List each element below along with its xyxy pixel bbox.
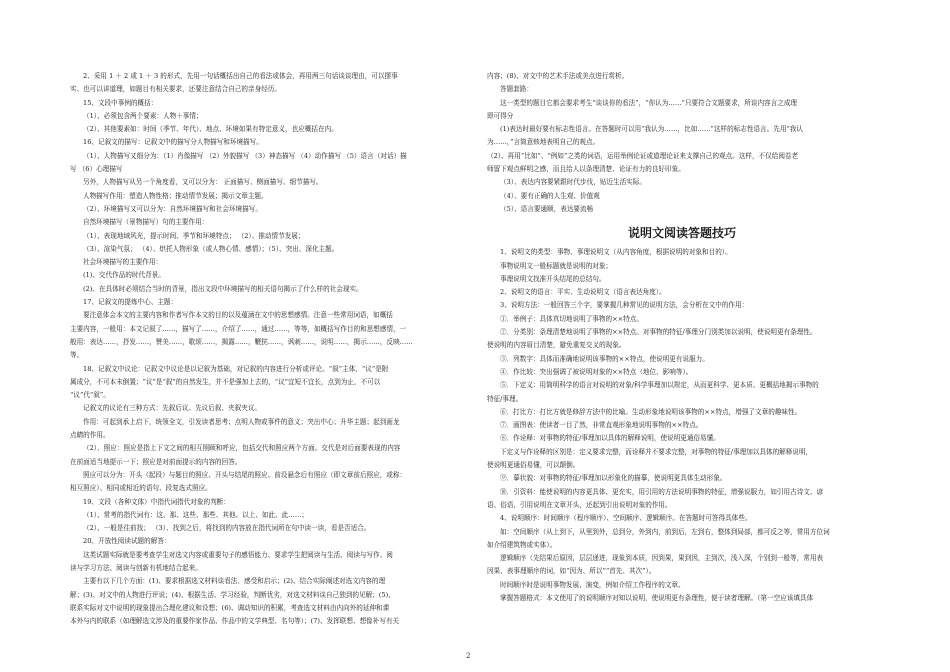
- text-line: 答题套路：: [500, 85, 533, 94]
- text-line: 自然环境描写（景物描写）句的主要作用：: [83, 218, 209, 227]
- text-line: 点睛的作用。: [70, 431, 110, 440]
- text-line: 属成分，不可本末倒置；“议”是“叙”的自然发生，并不是强加上去的，“议”宜短不宜长，点到为止，不可以: [70, 377, 381, 386]
- text-line: 2、说明文的语言：平实、生动说明文（语言表达角度）。: [500, 288, 666, 297]
- left-column: [70, 70, 456, 628]
- text-line: （3）、表达内容要紧跟时代步伐，贴近生活实际。: [500, 178, 646, 187]
- text-line: ⑨．摹状貌：对事物的特征/事理加以形象化的描摹，使说明更具体生动形象。: [500, 474, 727, 483]
- text-line: 为……，”言简意赅地表明自己的观点。: [487, 138, 600, 147]
- text-line: (2)、在具体时必须结合当时的背景，指出文段中环境描写的相关语句揭示了什么样的社会现实。: [83, 284, 363, 293]
- text-line: 3、说明方法：一般回答三个字，要掌握几种常见的说明方法，会分析在文中的作用：: [500, 301, 749, 310]
- text-line: ⑤．下定义：用简明科学的语言对说明的对象/科学事理加以规定，从而更科学、更本质、更概括地揭示事物的: [500, 381, 819, 390]
- text-line: 如：空间顺序（从上到下，从里到外，总到分，外到内，前到后，左到右，整体到局部，都可反之等，常用方位词: [500, 527, 830, 536]
- text-line: 18、记叙文中议论：记叙文中议论是以记叙为基础，对记叙的内容进行分析或评论。“叙”主体，“议”是附: [83, 364, 389, 373]
- text-line: 特征/事理。: [487, 394, 523, 403]
- text-line: 语、俗语，引用说明在文章开头，还起到引出说明对象的作用。: [487, 500, 672, 509]
- text-line: 记叙文的议论有三种方式：先叙后议、先议后叙、夹叙夹议。: [83, 404, 262, 413]
- text-line: 使说明的内容眉目清楚，避免重复交叉的现象。: [487, 341, 626, 350]
- text-line: 掌握答题格式：本文使用了的说明顺序对知以说明，使说明更有条理性，便于读者理解。（第一空应该填具体: [500, 593, 814, 602]
- section-title: 说明文阅读答题技巧: [627, 226, 736, 241]
- text-line: 等。: [70, 351, 84, 360]
- right-column-top-text: [487, 70, 877, 216]
- text-line: 般用：表达……，抒发……，赞美……，歌颂……，揭露……，鞭挞……，讽刺……，说明……，揭示……，反映……: [70, 337, 413, 346]
- text-line: 写 （6）心理描写: [70, 165, 123, 174]
- text-line: 2、采用 1 ＋ 2 或 1 ＋ 3 的形式，先用一句话概括出自己的看法或体会，再用两三句话谈谈理由，可以摆事: [83, 72, 398, 80]
- text-line: 联系实际对文中说明的现象提出合理化建议和设想；(6)、调动知识的积累，考查选文材料由内向外的延伸和课: [70, 603, 390, 612]
- text-line: （5）、语言要通顺，表达要流畅: [500, 204, 594, 213]
- text-line: ③．列数字：具体而准确地说明该事物的××特点，使说明更有说服力。: [500, 354, 709, 363]
- text-line: “议”代“叙”。: [70, 391, 110, 400]
- text-line: 主要有以下几个方面：(1)、要求根据选文材料谈看法、感受和启示；(2)、结合实际阐述对选文内容的理: [83, 577, 386, 586]
- text-line: （3）、渲染气氛； （4）、烘托人物形象（或人物心情、感情）；（5）、突出、深化主题。: [83, 244, 339, 253]
- text-line: 读与学习方法、阅读与创新有机地结合起来。: [70, 563, 202, 572]
- text-line: 逻辑顺序（先结果后原因，层层递进，现象到本质，因到果，果到因，主到次，浅入深，个别到一般等，常用表: [500, 554, 824, 563]
- text-line: ⑦．画图表：使读者一目了然，非常直观形象地说明事物的××特点。: [500, 421, 703, 430]
- text-line: 16、记叙文的描写：记叙文中的描写分人物描写和环境描写。: [83, 138, 263, 147]
- text-line: （2）、照应：照应是指上下文之间的相互照顾和呼应，包括交代和照应两个方面。交代是对后面要表现的内容: [83, 444, 401, 453]
- text-line: 本外与内的联系（如理解选文涉及的重要作家作品、作品中的文学典型、名句等）；(7)、发挥联想、想像补写有关: [70, 617, 400, 626]
- text-line: 使说明更通俗易懂，可以颠倒。: [487, 461, 580, 470]
- text-line: 内容；(8)、对文中的艺术手法或美点进行赏析。: [487, 72, 629, 80]
- text-line: ⑥．打比方：打比方就是修辞方法中的比喻。生动形象地说明该事物的××特点，增强了文章的趣味性。: [500, 407, 802, 416]
- text-line: 因果、表事理顺序的词，如“因为、所以”“首先、其次”）。: [487, 567, 656, 576]
- text-line: 社会环境描写的主要作用：: [83, 258, 163, 267]
- text-line: 20、开放性阅读试题的解答：: [83, 537, 171, 546]
- text-line: 即可得分: [487, 111, 514, 120]
- text-line: （1）、人物描写又细分为：（1）肖像描写 （2）外貌描写 （3）神态描写 （4）动作描写 （5）语言（对话）描: [83, 151, 407, 160]
- text-line: （1）、常考的指代词有：这、那、这些、那些、其他、以上、如此、此……；: [83, 510, 309, 519]
- text-line: ②．分类别：条理清楚地说明了事物的××特点。对事物的特征/事理分门别类加以说明，使说明更有条理性。: [500, 328, 817, 337]
- text-line: （2）、环境描写又可以分为：自然环境描写和社会环境描写。: [83, 204, 262, 213]
- text-line: 事物说明文一般标题就是说明的对象；: [500, 261, 613, 270]
- text-line: ④．作比较：突出强调了被说明对象的××特点（地位、影响等）。: [500, 367, 693, 376]
- text-line: (1)表达时最好要有标志性语言。在答题时可以用“我认为……，比如……”这样的标志性语言。先用“我认: [500, 125, 803, 134]
- text-line: （1）、必须包含两个要素：人物＋事情；: [83, 111, 203, 120]
- text-line: 事理说明文找准开头结尾的总结句。: [500, 274, 606, 283]
- text-line: 照应可以分为：开头（起段）与题目的照应、开头与结尾的照应、前设悬念后有照应（即文章前后照应，或称：: [83, 470, 407, 479]
- text-line: 1、说明文的类型：事物、事理说明文（从内容角度，根据说明的对象和目的）。: [500, 248, 732, 257]
- text-line: 在前面适当地提示一下；照应是对前面提示的内容的回答。: [70, 457, 242, 466]
- text-line: 师留下观点鲜明之感，而且给人以条理清楚、论证有力的良好印象。: [487, 165, 685, 174]
- text-line: (1)、交代作品的时代背景。: [83, 271, 165, 280]
- text-line: 这一类型的题目它都会要求考生“谈谈你的看法”，“你认为……”只要符合文题要求，所谈内容言之成理: [500, 98, 798, 107]
- text-line: ⑩．引资料：能使说明的内容更具体、更充实，用引用的方法说明事物的特征，增强说服力，如引用古诗文、谚: [500, 487, 824, 496]
- text-line: 作用：可起到承上启下，统领全文，引发读者思考；点明人物或事件的意义；突出中心；升华主题；起到画龙: [83, 417, 400, 426]
- text-line: 解；(3)、对文中的人物进行评说；(4)、根据生活、学习经验，判断优劣，对选文材料谈自己独到的见解；(5)、: [70, 590, 395, 599]
- text-line: 人物描写作用：塑造人物性格；推动情节发展；揭示文章主题。: [83, 191, 268, 200]
- text-line: （4）、要有正确的人生观、价值观: [500, 191, 600, 200]
- text-line: 主要内容，一般用：本文记叙了……，描写了……，介绍了……，通过……，等等，如概括写作目的和思想感情，一: [70, 324, 407, 333]
- text-line: 17、记叙文的提炼中心、主题：: [83, 298, 178, 307]
- right-column: [487, 70, 877, 605]
- text-line: （2）、其他要素如：时间（季节、年代）、地点、环境如果有特定意义，也应概括在内。: [83, 125, 338, 134]
- text-line: 如介绍建筑物或实体）。: [487, 540, 557, 549]
- text-line: 4、说明顺序：时间顺序（程序顺序）、空间顺序、逻辑顺序。在答题时可答得具体些。: [500, 514, 752, 523]
- text-line: 这类试题实际就是要考查学生对选文内容或重要句子的感悟能力、要求学生把阅读与生活、阅读与写作、阅: [83, 550, 393, 559]
- text-line: 另外，人物描写从另一个角度看，又可以分为： 正面描写、侧面描写、细节描写。: [83, 178, 323, 187]
- text-line: 要注意体会本文的主要内容和作者写作本文的目的以及蕴涵在文中的思想感情。注意一些常用词语，如概括: [83, 311, 393, 320]
- text-line: （1）、表现地域风光，提示时间、季节和环境特点； （2）、推动情节发展；: [83, 231, 305, 240]
- text-line: 15、文段中事例的概括：: [83, 98, 158, 107]
- page-number: 2: [466, 652, 471, 660]
- text-line: （2）、一般是往前找； （3）、找到之后，将找到的内容放在指代词所在句中读一读，看是否适合。: [83, 524, 371, 533]
- text-line: ⑧．作诠释：对事物的特征/事理加以具体的解释说明，使说明更通俗易懂。: [500, 434, 720, 443]
- text-line: 19、文段（各种文体）中指代词指代对象的判断：: [83, 497, 230, 506]
- text-line: 时间顺序时是说明事物发展、演变，例如介绍工作程序的文章。: [500, 580, 685, 589]
- text-line: （2）、再用“比如”、“例如”之类的词语，运用举例论证或道理论证来支撑自己的观点。这样，不仅给阅卷老: [487, 151, 799, 160]
- right-column-bottom-text: [487, 246, 877, 605]
- text-line: 下定义与作诠释的区别是：定义要求完整，而诠释并不要求完整，对事物的特征/事理加以具体的解释说明，: [500, 447, 813, 456]
- text-line: 相互照应）、相同或相近的语句、段复选式照应。: [70, 484, 212, 493]
- text-line: ①．举例子：具体真切地说明了事物的××特点。: [500, 314, 643, 323]
- text-line: 实、也可以讲道理，如题目有相关要求，还要注意结合自己的亲身经历。: [70, 85, 281, 94]
